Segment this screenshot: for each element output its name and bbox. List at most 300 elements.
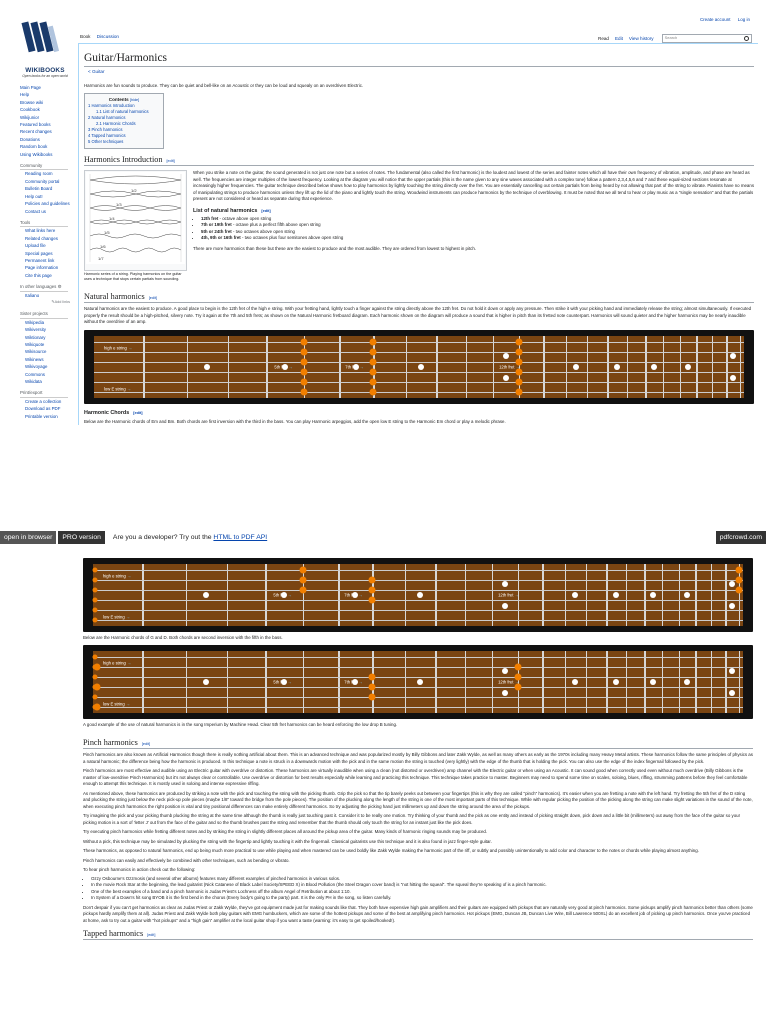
guitar-string (93, 590, 743, 591)
label-text: 7th fret (344, 592, 358, 598)
harmonic-point (370, 388, 377, 395)
tab-history[interactable]: View history (628, 36, 654, 41)
fret-wire (644, 564, 645, 626)
community-item-4[interactable]: Policies and guidelines (25, 201, 70, 207)
harmonic-point (300, 348, 307, 355)
fret-wire (542, 651, 543, 713)
low-e-label (103, 615, 130, 620)
open-string-marker (93, 684, 98, 689)
fret-wire (406, 336, 407, 398)
low-e-label (104, 386, 131, 391)
fret-marker (650, 679, 656, 685)
fret-wire (626, 564, 627, 626)
fret-marker (572, 679, 578, 685)
pro-version-button[interactable]: PRO version (58, 531, 105, 544)
fret-wire (696, 336, 697, 398)
fret-marker (417, 679, 423, 685)
harmonic-point (300, 358, 307, 365)
arrow-icon: → (358, 592, 363, 598)
fret-wire (186, 564, 187, 626)
languages-heading-text: In other languages (20, 284, 57, 290)
low-e-label (103, 701, 130, 706)
sidebar-item-5[interactable]: Featured books (20, 122, 51, 128)
harmonic-point (369, 597, 376, 604)
arrow-icon: → (126, 660, 132, 665)
list-item-desc: - octave plus a perfect fifth above open string (231, 222, 321, 228)
namespace-tabs (80, 34, 124, 39)
arrow-icon: → (358, 679, 363, 684)
guitar-string (94, 362, 744, 363)
label-text: 12th fret (499, 364, 515, 370)
html-to-pdf-link[interactable]: HTML to PDF API (213, 534, 268, 541)
fret-wire (435, 564, 436, 626)
fret-wire (680, 336, 681, 398)
natural-body: Natural harmonics are the easiest to produce. A good place to begin is the 12th fret of the high e string. With your fretting hand, lightly touch a finger against the string directly above the 12th fret. Do not hold it down or apply any pressure. Then strike it with your picking hand and immediately release the string; almost simultaneously. If executed properly the result should be a high-pitched, silvery note. Try it again at the 7th and 5th frets; as shown on the Natural Harmonic fretboard diagram. Each harmonic shown on the diagram will produce a sound that is higher in pitch than its fretted note counterpart. Harmonics will sound quieter and the higher harmonics may be nearly inaudible without the overdrive of an amp. (84, 306, 752, 325)
fretboard-wood (93, 564, 743, 626)
language-item-0[interactable]: Italiano (25, 292, 40, 298)
harmonic-point (299, 587, 306, 594)
pencil-icon: ✎ (51, 299, 55, 304)
open-string-marker (93, 664, 98, 669)
fret-marker (730, 375, 736, 381)
sidebar-item-7[interactable]: Donations (20, 136, 40, 142)
logo-tagline: Open books for an open world (22, 74, 68, 78)
tools-item-3[interactable]: Special pages (25, 250, 53, 256)
open-string-marker (93, 694, 98, 699)
label-text: low E string (104, 386, 126, 392)
toc-list (88, 103, 160, 145)
chords-heading-text: Harmonic Chords (84, 409, 130, 416)
toc-item[interactable]: 4 Tapped harmonics (88, 133, 126, 139)
sidebar-item-8[interactable]: Random book (20, 144, 48, 150)
label-text: high e string (103, 573, 126, 579)
fret-wire (711, 651, 712, 713)
toc-title: Contents (108, 97, 129, 103)
fret-wire (405, 564, 406, 626)
edit-link[interactable]: [edit] (147, 933, 156, 937)
fret-wire (586, 564, 587, 626)
fret-wire (405, 651, 406, 713)
high-e-label (103, 660, 131, 665)
sidebar-item-1[interactable]: Help (20, 92, 30, 98)
fret-wire (465, 651, 466, 713)
sidebar-item-9[interactable]: Using Wikibooks (20, 151, 53, 157)
arrow-icon: → (127, 345, 133, 351)
fret-marker (203, 679, 209, 685)
guitar-string (94, 352, 744, 353)
fret-wire (607, 336, 608, 398)
community-item-1[interactable]: Community portal (25, 178, 60, 184)
harmonic-point (514, 683, 521, 690)
fret-marker (651, 364, 657, 370)
fret-wire (339, 336, 340, 398)
tools-item-2[interactable]: Upload file (25, 243, 46, 249)
fret-wire (662, 651, 663, 713)
fret-wire (186, 651, 187, 713)
pinch-p7: These harmonics, as opposed to natural harmonics, end up being much more practical to use while playing and when mastered can be used boldly like Zakk Wylde making the harmonic part of the riff, or subtly and possibly unintentionally to add color and character to the notes or chords while playing almost anything. (83, 848, 699, 853)
fret-wire (142, 651, 143, 713)
fret-wire (372, 564, 373, 626)
edit-link[interactable]: [edit] (261, 208, 271, 213)
guitar-string (93, 687, 743, 688)
section-heading-pinch (83, 738, 753, 749)
label-text: 5th fret (273, 592, 287, 598)
list-heading-text: List of natural harmonics (193, 207, 258, 214)
open-string-marker (93, 578, 98, 583)
main-content (78, 43, 758, 425)
section-title: Harmonics Introduction (84, 155, 163, 165)
arrow-icon: → (514, 592, 519, 598)
fret-wire (372, 651, 373, 713)
page-two (78, 552, 758, 940)
fret-marker (729, 603, 735, 609)
label-text: high e string (104, 345, 127, 351)
section-heading-natural (84, 292, 754, 303)
fret-wire (739, 651, 740, 713)
label-text: 7th fret (344, 679, 358, 684)
harmonic-point (370, 368, 377, 375)
fret-wire (565, 564, 566, 626)
sister-item-8[interactable]: Wikidata (25, 379, 42, 385)
guitar-string (94, 392, 744, 393)
fret-wire (493, 336, 494, 398)
fret-wire (565, 651, 566, 713)
harmonic-point (370, 348, 377, 355)
section-title: Pinch harmonics (83, 738, 138, 747)
guitar-string (93, 697, 743, 698)
pinch-p5: Try executing pinch harmonics while fretting different notes and by striking the string in slightly different places all around the pickup area of the guitar. Many kinds of harmonic ringing sounds may be produced. (83, 829, 488, 834)
svg-text:1/6: 1/6 (100, 244, 106, 250)
harmonic-point (300, 378, 307, 385)
fret-wire (492, 651, 493, 713)
fret-marker (502, 668, 508, 674)
harmonic-point (515, 338, 522, 345)
sister-item-2[interactable]: Wiktionary (25, 334, 46, 340)
edit-link[interactable]: [edit] (141, 742, 151, 746)
fret-wire (662, 564, 663, 626)
gd-caption: Below are the Harmonic chords of G and D. Both chords are second inversion with the fifth in the bass. (83, 635, 283, 640)
guitar-string (93, 600, 743, 601)
fret-marker (204, 364, 210, 370)
developer-prompt-text: Are you a developer? Try out the (112, 534, 214, 541)
guitar-string (93, 610, 743, 611)
toc-item[interactable]: 5 Other techniques (88, 139, 124, 145)
personal-tools (694, 17, 750, 22)
fret-wire (465, 564, 466, 626)
guitar-string (93, 620, 743, 621)
sidebar-item-3[interactable]: Cookbook (20, 107, 40, 113)
sister-item-4[interactable]: Wikisource (25, 349, 47, 355)
harmonic-point (300, 388, 307, 395)
toc-item[interactable]: 1.1 List of natural harmonics (96, 109, 149, 115)
list-item: • In the movie Rock Star at the beginning, the lead guitarist (Nick Catanese of Black Label Society/SPEED X) in Blood Pollution (the Steel Dragon cover band) is "not hitting the squeal". The squeal they're speaking of is a pinch harmonic. (91, 882, 758, 889)
community-item-2[interactable]: Bulletin Board (25, 186, 53, 192)
fifth-fret-label (273, 679, 291, 684)
tools-item-6[interactable]: Cite this page (25, 272, 52, 278)
toc-item[interactable]: 1 Harmonics Introduction (88, 103, 135, 109)
chords-heading (84, 410, 758, 416)
sidebar-navigation (20, 84, 76, 158)
table-of-contents (84, 93, 164, 149)
fret-wire (711, 564, 712, 626)
guitar-string (93, 570, 743, 571)
list-item (201, 235, 755, 242)
fret-wire (338, 564, 339, 626)
list-item-term: 4th, 9th or 16th fret (201, 235, 241, 241)
developer-prompt (113, 534, 267, 541)
fretboard-diagram-g-d (83, 645, 753, 719)
harmonic-point (736, 577, 743, 584)
imperium-caption: A good example of the use of natural harmonics is in the song Imperium by Machine Head. Clear 5th fret harmonics can be heard enforcing the low drop B tuning. (83, 721, 398, 727)
natural-harmonics-list (201, 216, 755, 242)
arrow-icon: → (126, 386, 132, 392)
arrow-icon: → (125, 614, 131, 620)
fret-wire (725, 564, 726, 626)
print-list (20, 398, 76, 420)
breadcrumb[interactable]: < Guitar (88, 69, 105, 74)
tab-read[interactable]: Read (598, 36, 609, 41)
fret-wire (566, 336, 567, 398)
sidebar-item-0[interactable]: Main Page (20, 85, 41, 90)
pdfcrowd-brand[interactable]: pdfcrowd.com (716, 531, 766, 544)
sister-item-5[interactable]: Wikinews (25, 356, 44, 362)
add-links[interactable] (20, 299, 76, 306)
guitar-string (94, 372, 744, 373)
harmonic-point (736, 567, 743, 574)
fret-marker (729, 690, 735, 696)
fret-wire (265, 564, 266, 626)
fret-marker (573, 364, 579, 370)
sister-list (20, 319, 76, 386)
fret-wire (740, 336, 741, 398)
list-item: • Ozzy Osbourne's Ozzmosis (and several other albums) features many different examples of pinched harmonics in various solos. (91, 876, 758, 883)
guitar-string (93, 667, 743, 668)
harmonic-point (369, 587, 376, 594)
pinch-p10: Don't despair if you can't get harmonics as clear as Judas Priest or Zakk Wylde, they've got equipment made just for making sounds like that. They both have expensive high gain amplifiers and their guitars are equipped with pickups that are naturally very good at pinch harmonics. Some pickups amplify pinch harmonics better than others (some pickups hardly amplify them at all). Judas Priest and Zakk Wylde both play guitars with EMG humbuckers, which are some of the hottest pickups and some of the best at amplifying pinch harmonics. Hot pickups (EMG, Duncan JB, Duncan Live Wire, Bill Lawrence 500XL) do an excellent job of picking up pinch harmonics. Once you've practiced at home, ask to try out a guitar with "hot pickups" and a "high gain" amplifier at the local guitar shop if you want a taste (warning: it's easy to get spoiled/hooked!). (83, 904, 753, 923)
section-heading-intro (84, 155, 754, 166)
fret-marker (613, 592, 619, 598)
svg-text:1/2: 1/2 (131, 188, 137, 194)
create-account-link[interactable]: Create account (699, 17, 731, 22)
toc-item[interactable]: 2 Natural harmonics (88, 115, 126, 121)
search-input[interactable] (662, 34, 752, 43)
list-item-term: 7th or 19th fret (201, 222, 232, 228)
fret-marker (417, 592, 423, 598)
guitar-string (94, 382, 744, 383)
tools-item-1[interactable]: Related changes (25, 235, 58, 241)
community-item-0[interactable]: Reading room (25, 171, 53, 177)
figure-caption: Harmonic series of a string. Playing harmonics on the guitar uses a technique that stops certain partials from sounding. (84, 272, 182, 282)
community-item-3[interactable]: Help out! (25, 193, 43, 199)
fifth-fret-label (274, 364, 292, 369)
fret-marker (572, 592, 578, 598)
edit-link[interactable]: [edit] (133, 410, 143, 415)
guitar-string (93, 657, 743, 658)
fret-wire (266, 336, 267, 398)
guitar-string (93, 707, 743, 708)
pdfcrowd-bar (0, 531, 768, 544)
open-string-marker (93, 598, 98, 603)
arrow-icon: → (359, 364, 364, 370)
fretboard-diagram (84, 330, 754, 404)
open-string-marker (93, 674, 98, 679)
open-string-marker (93, 618, 98, 623)
fret-wire (303, 651, 304, 713)
fret-marker (684, 679, 690, 685)
svg-text:1/5: 1/5 (104, 230, 110, 236)
tab-discussion[interactable]: Discussion (96, 34, 119, 39)
fret-marker (502, 690, 508, 696)
page-title: Guitar/Harmonics (84, 52, 754, 67)
sidebar-item-2[interactable]: Browse wiki (20, 99, 44, 105)
fret-wire (726, 336, 727, 398)
fretboard-wood (94, 336, 744, 398)
sister-item-1[interactable]: Wikiversity (25, 327, 46, 333)
seventh-fret-label (344, 679, 362, 684)
harmonic-point (299, 577, 306, 584)
svg-text:1/7: 1/7 (98, 256, 104, 262)
arrow-icon: → (126, 573, 132, 579)
search-icon[interactable] (744, 36, 749, 41)
pinch-p1: Pinch harmonics are also known as Artificial Harmonics though there is really nothing artificial about them. This is an advanced technique and was popularized mostly by Billy Gibbons and later Zakk Wylde, as well as many others as early as the 1970s including many Heavy Metal artists. These harmonics follow the same principles of physics as a natural harmonic; the difference being how the harmonic is produced. In this technique a note is struck in a downwards motion with the pick and in the same motion the string is touched (very lightly) with the edge of the thumb that is holding the pick. You can also use the edge of the index fingernail followed by the pick. (83, 752, 753, 764)
fret-wire (725, 651, 726, 713)
twelfth-fret-label (499, 364, 520, 369)
sister-item-0[interactable]: Wikipedia (25, 319, 45, 325)
harmonic-point (515, 368, 522, 375)
harmonic-point (299, 567, 306, 574)
list-item: • In System of a Down's hit song BYOB it is the first bend in the chorus (Every body's going to the party) part. It is the only PH in the song, so listen carefully. (91, 895, 758, 902)
login-link[interactable]: Log in (737, 17, 750, 22)
fret-marker (685, 364, 691, 370)
sidebar-item-4[interactable]: Wikijunior (20, 114, 40, 120)
fret-wire (466, 336, 467, 398)
label-text: high e string (103, 660, 126, 665)
community-list (20, 170, 76, 214)
community-heading: Community (20, 162, 68, 170)
fret-wire (435, 651, 436, 713)
fret-marker (613, 679, 619, 685)
pinch-p4: Try imagining the pick and your picking thumb plucking the string at the same time although the thumb is really just touching past it. Consider it to be really one motion. Try thinking of your thumb and the pick as one entity and instead of picking straight down, pick down and a little bit (millimeters) out away from the face of the guitar so your picking motion is a sort of 'letter J' out from the face of the guitar and so the thumb brushes past the string and remember that the thumb should only touch the string for an instant just like the pick does. (83, 813, 741, 825)
languages-heading (20, 283, 68, 291)
arrow-icon: → (288, 364, 293, 370)
pinch-examples-list (91, 876, 758, 902)
open-string-marker (93, 654, 98, 659)
sister-item-7[interactable]: Commons (25, 371, 46, 377)
sidebar-item-6[interactable]: Recent changes (20, 129, 52, 135)
community-item-5[interactable]: Contact us (25, 208, 46, 214)
wikibooks-logo[interactable] (18, 20, 72, 76)
add-links-label: Add links (54, 299, 70, 304)
open-string-marker (93, 588, 98, 593)
open-string-marker (93, 568, 98, 573)
list-heading (193, 208, 755, 214)
fret-wire (586, 651, 587, 713)
fret-wire (606, 564, 607, 626)
tab-edit[interactable]: Edit (614, 36, 623, 41)
edit-link[interactable]: [edit] (166, 159, 175, 164)
high-e-label (104, 345, 132, 350)
tools-item-0[interactable]: What links here (25, 228, 56, 234)
label-text: low E string (103, 614, 125, 620)
fret-wire (606, 651, 607, 713)
fret-marker (203, 592, 209, 598)
list-item-desc: - two octaves above open string (231, 228, 295, 234)
label-text: 7th fret (345, 364, 359, 370)
toc-item[interactable]: 2.1 Harmonic Chords (96, 121, 136, 127)
pinch-p9: To hear pinch harmonics in action check out the following: (83, 867, 196, 872)
harmonic-point (300, 338, 307, 345)
fretboard-diagram-em-bm (83, 558, 753, 632)
fret-marker (418, 364, 424, 370)
harmonic-point (369, 683, 376, 690)
list-item-term: 5th or 24th fret (201, 228, 232, 234)
fretboard-wood (93, 651, 743, 713)
fret-wire (338, 651, 339, 713)
tools-item-5[interactable]: Page information (25, 265, 59, 271)
fret-wire (142, 564, 143, 626)
fret-marker (614, 364, 620, 370)
toc-item[interactable]: 3 Pinch harmonics (88, 127, 123, 133)
fret-wire (542, 564, 543, 626)
book-stack-icon (18, 20, 72, 62)
print-item-2[interactable]: Printable version (25, 413, 58, 419)
seventh-fret-label (344, 593, 362, 598)
after-list: There are more harmonics than these but these are the easiest to produce and the most audible. They are ordered from lowest to highest in pitch. (193, 245, 477, 251)
tools-list (20, 227, 76, 279)
guitar-string (93, 580, 743, 581)
label-text: 5th fret (273, 679, 287, 684)
fret-marker (684, 592, 690, 598)
sidebar (20, 84, 76, 420)
print-item-1[interactable]: Download as PDF (25, 406, 61, 412)
arrow-icon: → (287, 679, 292, 684)
fifth-fret-label (273, 593, 291, 598)
harmonic-series-figure (84, 170, 187, 282)
tab-book[interactable]: Book (80, 34, 91, 39)
guitar-string (93, 677, 743, 678)
list-item-desc: - two octaves plus four semitones above open string (240, 235, 344, 241)
open-in-browser-button[interactable]: open in browser (0, 531, 56, 544)
label-text: 12th fret (498, 592, 514, 598)
fret-wire (712, 336, 713, 398)
pinch-p8: Pinch harmonics can easily and effectively be combined with other techniques, such as bending or vibrato. (83, 857, 290, 863)
fret-wire (436, 336, 437, 398)
fret-wire (627, 336, 628, 398)
list-item: • One of the best examples of a band and a pinch harmonic is Judas Priest's Lochness off the album Angel of Retribution at about 1:10. (91, 889, 758, 896)
arrow-icon: → (287, 592, 292, 598)
twelfth-fret-label (498, 679, 519, 684)
sister-heading: Sister projects (20, 310, 68, 318)
tools-heading: Tools (20, 219, 68, 227)
fret-wire (695, 564, 696, 626)
print-item-0[interactable]: Create a collection (25, 398, 62, 404)
sister-item-3[interactable]: Wikiquote (25, 342, 45, 347)
edit-link[interactable]: [edit] (148, 296, 157, 301)
fret-marker (503, 353, 509, 359)
sister-item-6[interactable]: Wikivoyage (25, 364, 48, 370)
fret-marker (502, 581, 508, 587)
harmonic-point (369, 673, 376, 680)
section-heading-tapped (83, 929, 753, 940)
fret-wire (143, 336, 144, 398)
guitar-string (94, 342, 744, 343)
gear-icon[interactable]: ⚙ (57, 284, 62, 290)
tools-item-4[interactable]: Permanent link (25, 257, 55, 263)
harmonic-point (370, 338, 377, 345)
fret-wire (679, 564, 680, 626)
languages-list (20, 292, 76, 299)
toc-hide-button[interactable]: [hide] (129, 98, 140, 103)
